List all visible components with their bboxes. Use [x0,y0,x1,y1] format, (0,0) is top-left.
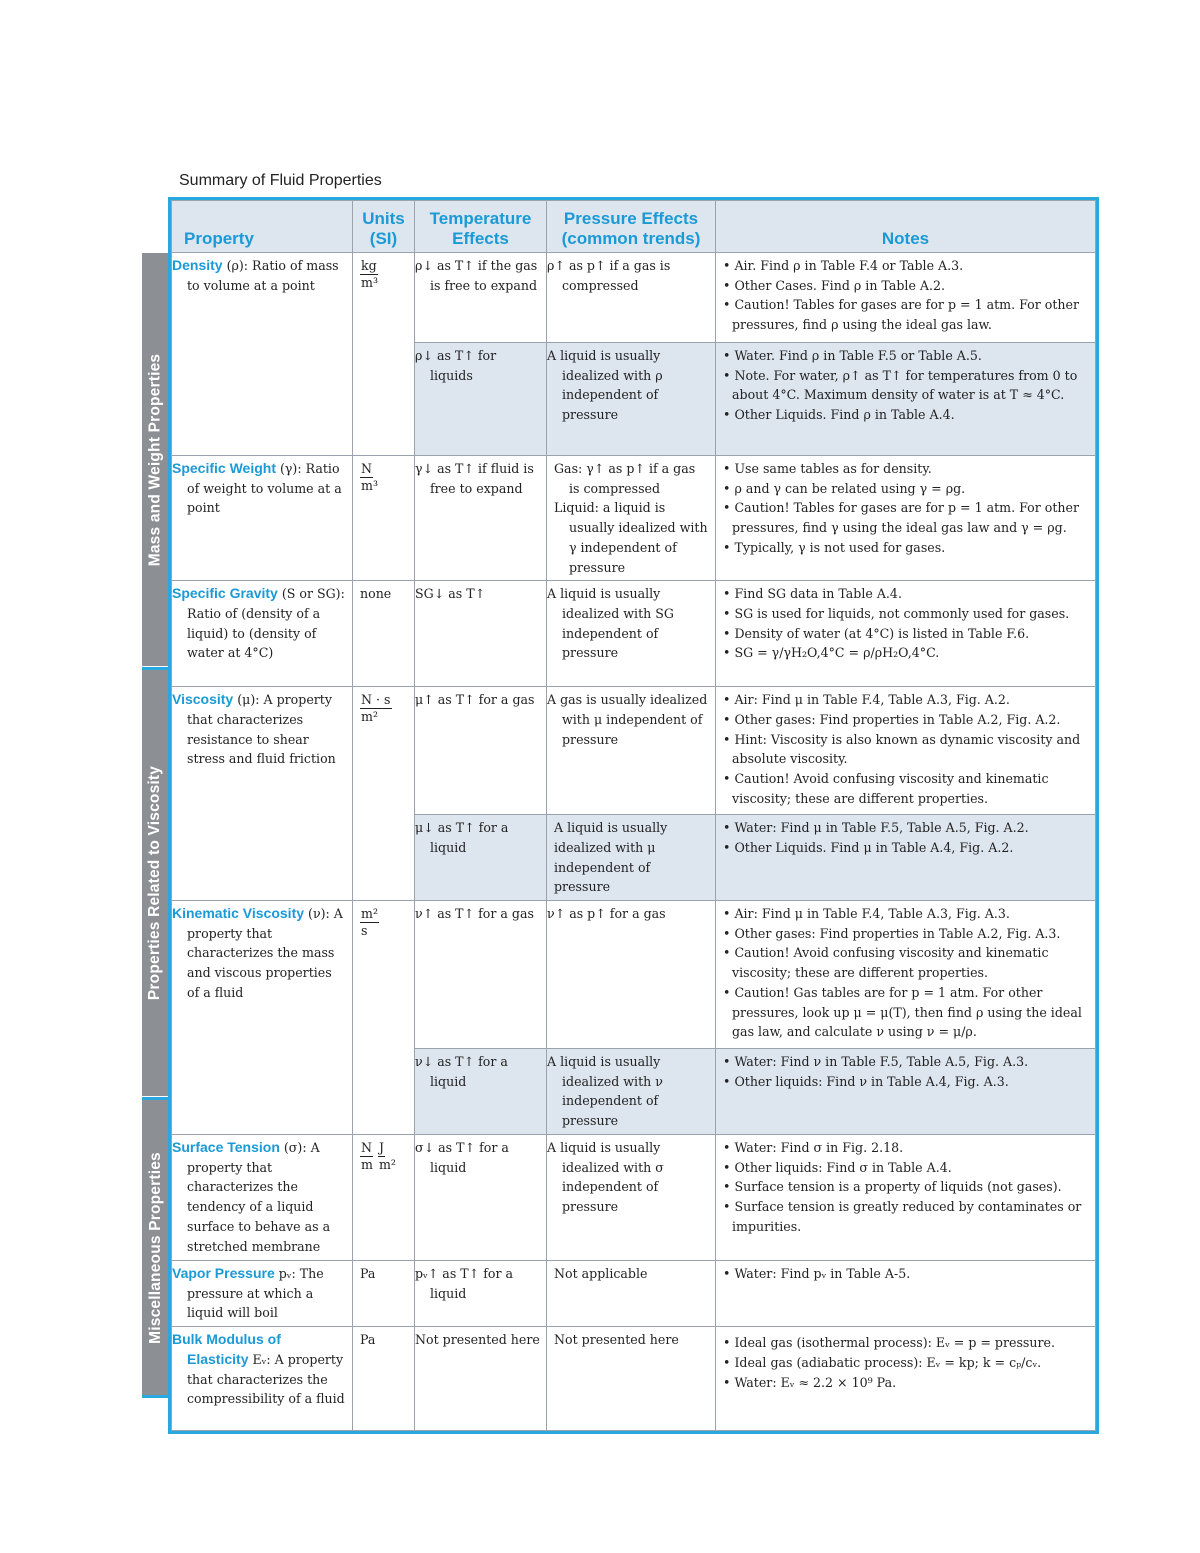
press-kinematic-gas: ν↑ as p↑ for a gas [547,901,716,1049]
header-temperature: Temperature Effects [415,201,547,253]
press-bulk-modulus: Not presented here [547,1327,716,1431]
table-caption: Summary of Fluid Properties [179,172,382,189]
press-viscosity-gas: A gas is usually idealized with μ independent of pressure [547,687,716,815]
notes-viscosity-gas: • Air: Find μ in Table F.4, Table A.3, Fig. A.2. • Other gases: Find properties in Table A.2, Fig. A.2. • Hint: Viscosity is also known as dynamic viscosity and absolute viscosity. • Caution! Avoid confusing viscosity and kinematic viscosity; these are different properties. [716,687,1096,815]
property-kinematic-viscosity: Kinematic Viscosity (ν): A property that characterizes the mass and viscous properties of a fluid [172,901,353,1135]
temp-vapor-pressure: pᵥ↑ as T↑ for a liquid [415,1261,547,1327]
temp-bulk-modulus: Not presented here [415,1327,547,1431]
table-row [172,1135,1096,1261]
notes-density-gas: • Air. Find ρ in Table F.4 or Table A.3. • Other Cases. Find ρ in Table A.2. • Caution! Tables for gases are for p = 1 atm. For other pressures, find ρ using the ideal gas law. [716,253,1096,343]
temp-density-gas: ρ↓ as T↑ if the gas is free to expand [415,253,547,343]
side-label-mass: Mass and Weight Properties [142,253,169,666]
section-divider [142,1097,172,1100]
fluid-properties-table [171,200,1096,1431]
notes-density-liquid: • Water. Find ρ in Table F.5 or Table A.5. • Note. For water, ρ↑ as T↑ for temperatures from 0 to about 4°C. Maximum density of water is at T ≈ 4°C. • Other Liquids. Find ρ in Table A.4. [716,343,1096,456]
property-surface-tension: Surface Tension (σ): A property that characterizes the tendency of a liquid surface to behave as a stretched membrane [172,1135,353,1261]
temp-specific-gravity: SG↓ as T↑ [415,581,547,687]
press-viscosity-liquid: A liquid is usually idealized with μ independent of pressure [547,815,716,901]
units-specific-gravity: none [353,581,415,687]
press-density-gas: ρ↑ as p↑ if a gas is compressed [547,253,716,343]
section-divider [142,667,172,670]
temp-kinematic-gas: ν↑ as T↑ for a gas [415,901,547,1049]
press-density-liquid: A liquid is usually idealized with ρ independent of pressure [547,343,716,456]
property-bulk-modulus: Bulk Modulus of Elasticity Eᵥ: A property that characterizes the compressibility of a fluid [172,1327,353,1431]
section-divider [142,1395,172,1398]
side-label-viscosity: Properties Related to Viscosity [142,670,169,1096]
press-surface-tension: A liquid is usually idealized with σ independent of pressure [547,1135,716,1261]
property-specific-gravity: Specific Gravity (S or SG): Ratio of (density of a liquid) to (density of water at 4°C) [172,581,353,687]
press-vapor-pressure: Not applicable [547,1261,716,1327]
temp-density-liquid: ρ↓ as T↑ for liquids [415,343,547,456]
temp-surface-tension: σ↓ as T↑ for a liquid [415,1135,547,1261]
press-specific-weight: Gas: γ↑ as p↑ if a gas is compressed Liquid: a liquid is usually idealized with γ independent of pressure [547,456,716,581]
table-row [172,1327,1096,1431]
notes-viscosity-liquid: • Water: Find μ in Table F.5, Table A.5, Fig. A.2. • Other Liquids. Find μ in Table A.4, Fig. A.2. [716,815,1096,901]
table-row [172,581,1096,687]
table-row [172,253,1096,343]
press-specific-gravity: A liquid is usually idealized with SG independent of pressure [547,581,716,687]
property-specific-weight: Specific Weight (γ): Ratio of weight to volume at a point [172,456,353,581]
header-property: Property [172,201,353,253]
notes-specific-weight: • Use same tables as for density. • ρ and γ can be related using γ = ρg. • Caution! Tables for gases are for p = 1 atm. For other pressures, find γ using the ideal gas law and γ = ρg. • Typically, γ is not used for gases. [716,456,1096,581]
table-row [172,687,1096,815]
notes-vapor-pressure: • Water: Find pᵥ in Table A-5. [716,1261,1096,1327]
property-viscosity: Viscosity (μ): A property that characterizes resistance to shear stress and fluid friction [172,687,353,901]
temp-viscosity-gas: μ↑ as T↑ for a gas [415,687,547,815]
table-row [172,1261,1096,1327]
property-density: Density (ρ): Ratio of mass to volume at a point [172,253,353,456]
temp-kinematic-liquid: ν↓ as T↑ for a liquid [415,1049,547,1135]
temp-specific-weight: γ↓ as T↑ if fluid is free to expand [415,456,547,581]
units-bulk-modulus: Pa [353,1327,415,1431]
units-surface-tension: $\frac{N}{m}$ $\frac{J}{\text{m²}}$ [353,1135,415,1261]
notes-kinematic-liquid: • Water: Find ν in Table F.5, Table A.5, Fig. A.3. • Other liquids: Find ν in Table A.4, Fig. A.3. [716,1049,1096,1135]
property-vapor-pressure: Vapor Pressure pᵥ: The pressure at which a liquid will boil [172,1261,353,1327]
units-specific-weight: $\frac{N}{\text{m³}}$ [353,456,415,581]
temp-viscosity-liquid: μ↓ as T↑ for a liquid [415,815,547,901]
units-vapor-pressure: Pa [353,1261,415,1327]
units-kinematic-viscosity: $\frac{\text{m²}}{s}$ [353,901,415,1135]
units-viscosity: $\frac{N \cdot s}{\text{m²}}$ [353,687,415,901]
side-label-misc: Miscellaneous Properties [142,1100,169,1396]
table-row [172,456,1096,581]
notes-bulk-modulus: • Ideal gas (isothermal process): Eᵥ = p = pressure. • Ideal gas (adiabatic process): Eᵥ = kp; k = cₚ/cᵥ. • Water: Eᵥ ≈ 2.2 × 10⁹ Pa. [716,1327,1096,1431]
header-units: Units (SI) [353,201,415,253]
notes-kinematic-gas: • Air: Find μ in Table F.4, Table A.3, Fig. A.3. • Other gases: Find properties in Table A.2, Fig. A.3. • Caution! Avoid confusing viscosity and kinematic viscosity; these are different properties. • Caution! Gas tables are for p = 1 atm. For other pressures, look up μ = μ(T), then find ρ using the ideal gas law, and calculate ν using ν = μ/ρ. [716,901,1096,1049]
press-kinematic-liquid: A liquid is usually idealized with ν independent of pressure [547,1049,716,1135]
header-notes: Notes [716,201,1096,253]
table-row [172,901,1096,1049]
units-density: $\frac{kg}{\text{m³}}$ [353,253,415,456]
header-pressure: Pressure Effects (common trends) [547,201,716,253]
notes-specific-gravity: • Find SG data in Table A.4. • SG is used for liquids, not commonly used for gases. • Density of water (at 4°C) is listed in Table F.6. • SG = γ/γH₂O,4°C = ρ/ρH₂O,4°C. [716,581,1096,687]
notes-surface-tension: • Water: Find σ in Fig. 2.18. • Other liquids: Find σ in Table A.4. • Surface tension is a property of liquids (not gases). • Surface tension is greatly reduced by contaminates or impurities. [716,1135,1096,1261]
